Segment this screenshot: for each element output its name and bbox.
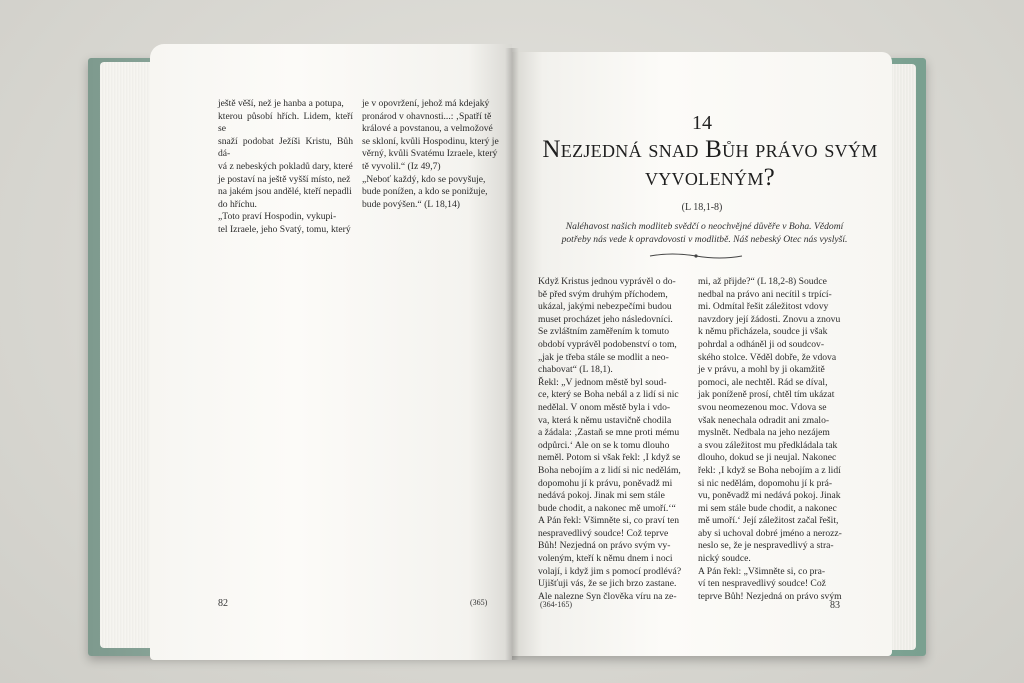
chapter-reference: (L 18,1-8) [681, 202, 723, 213]
ornament-divider [648, 251, 744, 261]
chapter-number: 14 [692, 112, 712, 134]
left-page-number: 82 [218, 598, 228, 609]
chapter-intro: Naléhavost našich modliteb svědčí o neochvějné důvěře v Boha. Vědomí potřeby nás vede k opravdovosti v modlitbě. Náš nebeský Otec nás vyslyší. [561, 221, 848, 245]
left-page-column-2: je v opovržení, jehož má kdejaký pronárod v ohavnosti...: ‚Spatří tě králové a povstanou, a velmožové se skloní, kvůli Hospodinu, který je věrný, kvůli Svatému Izraele, který tě vyvolil.“ (Iz 49,7) „Neboť každý, kdo se povyšuje, bude ponížen, a kdo se ponižuje, bude povýšen.“ (L 18,14) [362, 98, 499, 210]
left-page-column-1: ještě věší, než je hanba a potupa, kterou působí hřích. Lidem, kteří se snaží podobat Ježíši Kristu, Bůh dá- vá z nebeských pokladů dary, které je postaví na ještě vyšší místo, než na jakém jsou andělé, kteří nepadli do hříchu. „Toto praví Hospodin, vykupi- tel Izraele, jeho Svatý, tomu, který [218, 98, 353, 235]
right-page-number: 83 [830, 600, 840, 611]
right-page-column-2: mi, až přijde?“ (L 18,2-8) Soudce nedbal na právo ani necítil s trpící- mi. Odmítal řešit záležitost vdovy navzdory její žádosti. Znovu a znovu k němu přicházela, soudce ji však pohrdal a odháněl ji od soudcov- ského stolce. Věděl dobře, že vdova je v právu, a mohl by ji okamžitě pomoci, ale nechtěl. Rád se díval, jak poníženě prosí, chtěl tím ukázat svou neomezenou moc. Vdova se však nenechala odradit ani zmalo- myslnět. Nedbala na jeho nezájem a svou záležitost mu předkládala tak dlouho, dokud se ji neujal. Nakonec řekl: ‚I když se Boha nebojím a z lidí si nic nedělám, dopomohu jí k prá- vu, poněvadž mi nedává pokoj. Jinak mi sem stále bude chodit, a nakonec mě umoří.‘ Její záležitost začal řešit, aby si uchoval dobré jméno a nerozz- neslo se, že je nespravedlivý a stra- nický soudce. A Pán řekl: „Všimněte si, co pra- ví ten nespravedlivý soudce! Což teprve Bůh! Nezjedná on právo svým [698, 276, 842, 602]
right-page-footer-code: (364-165) [540, 600, 572, 609]
book-gutter [505, 48, 519, 660]
chapter-title: Nezjedná snad Bůh právo svým vyvoleným? [542, 136, 878, 191]
right-page-column-1: Když Kristus jednou vyprávěl o do- bě před svým druhým příchodem, ukázal, jakými nebezpečími budou muset procházet jeho následovníci. Se zvláštním zaměřením k tomuto období vyprávěl podobenství o tom, „jak je třeba stále se modlit a neo- chabovat“ (L 18,1). Řekl: „V jednom městě byl soud- ce, který se Boha nebál a z lidí si nic nedělal. V onom městě byla i vdo- va, která k němu ustavičně chodila a žádala: ‚Zastaň se mne proti mému odpůrci.‘ Ale on se k tomu dlouho neměl. Potom si však řekl: ‚I když se Boha nebojím a z lidí si nic nedělám, dopomohu jí k právu, poněvadž mi nedává pokoj. Jinak mi sem stále bude chodit, a nakonec mě umoří.‘“ A Pán řekl: Všimněte si, co praví ten nespravedlivý soudce! Což teprve Bůh! Nezjedná on právo svým vy- voleným, kteří k němu dnem i noci volají, i když jim s pomocí prodlévá? Ujišťuji vás, že se jich brzo zastane. Ale nalezne Syn člověka víru na ze- [538, 276, 682, 602]
left-page-footer-code: (365) [470, 598, 488, 607]
